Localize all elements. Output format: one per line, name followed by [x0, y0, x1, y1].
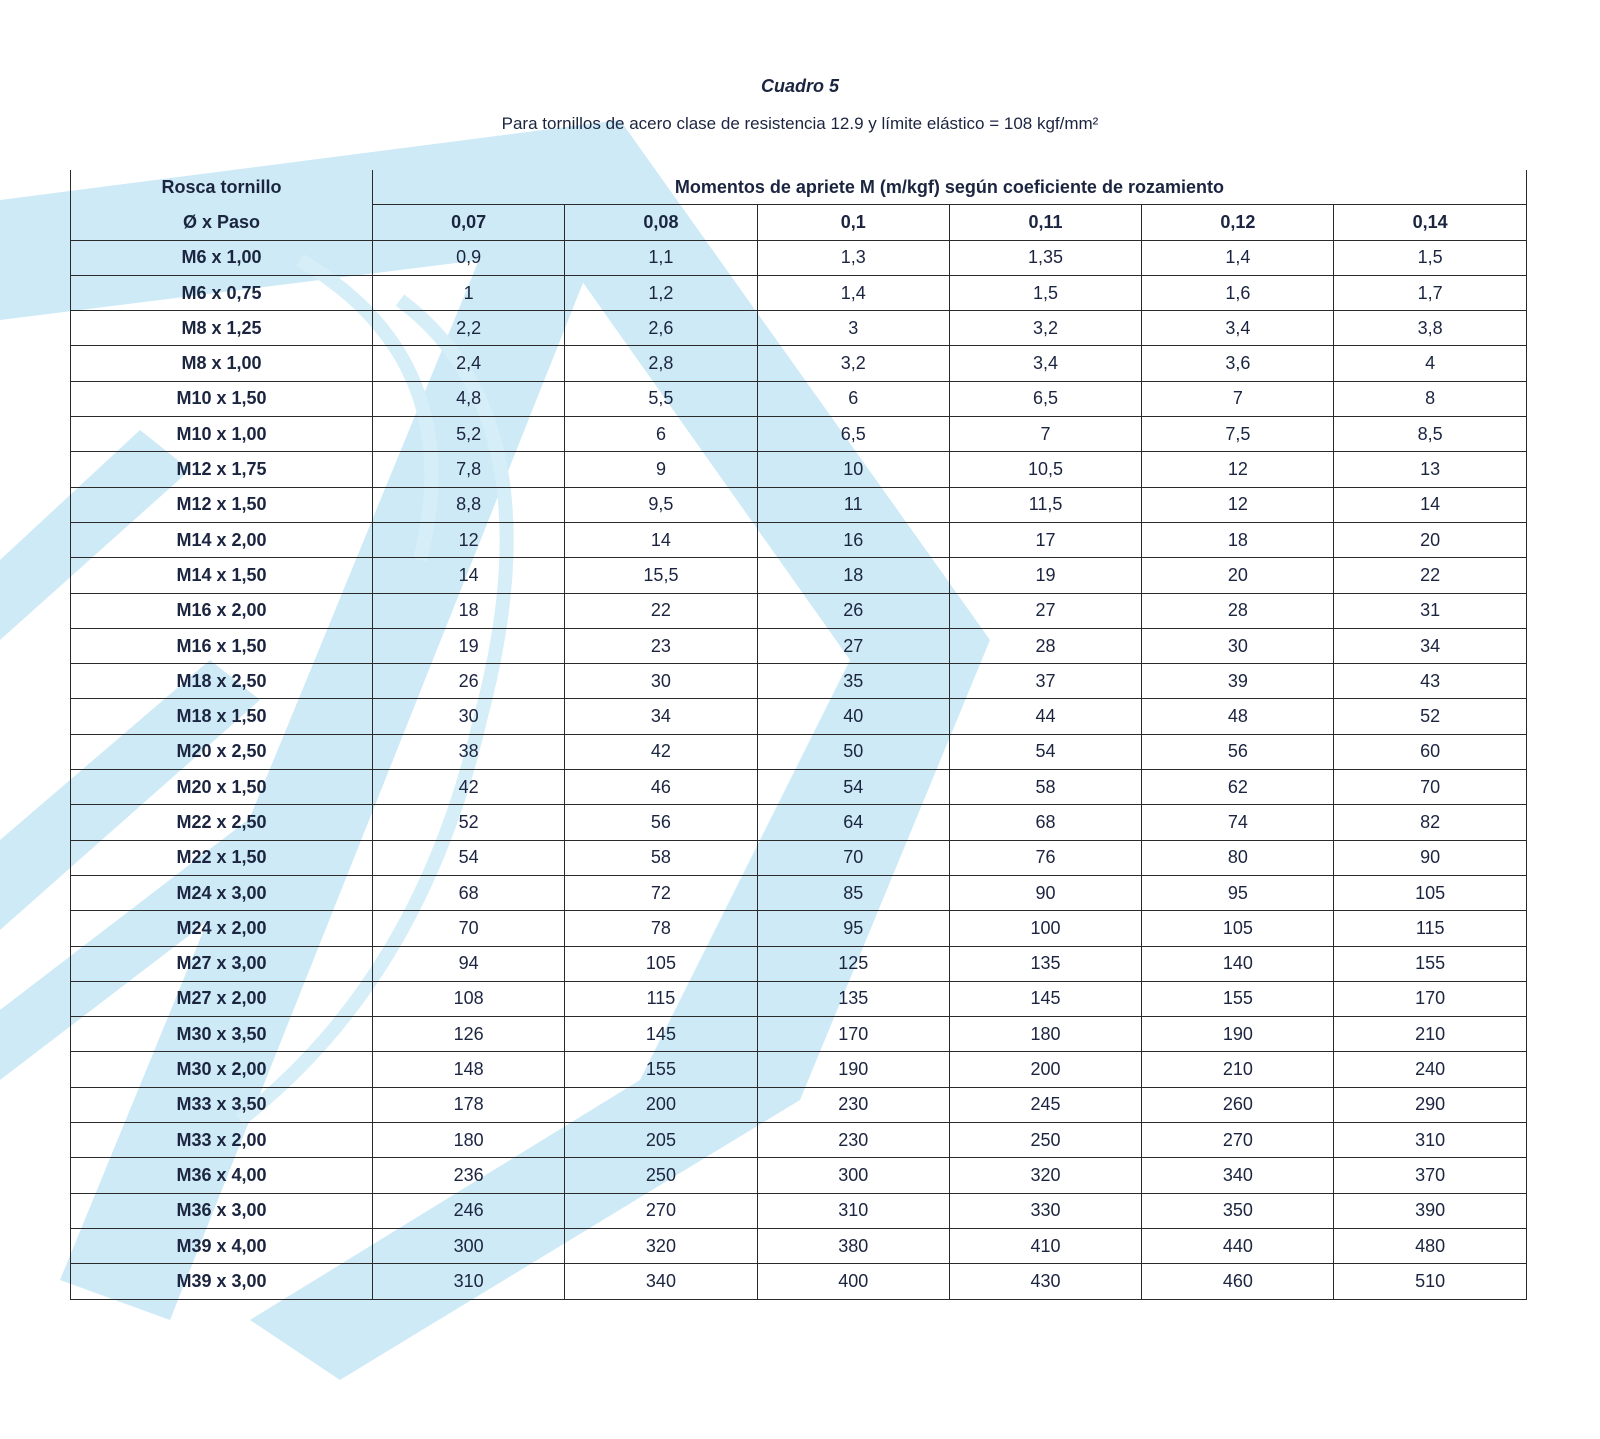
torque-value-cell: 44: [949, 699, 1141, 734]
torque-value-cell: 155: [565, 1052, 757, 1087]
torque-value-cell: 190: [757, 1052, 949, 1087]
torque-value-cell: 34: [1334, 628, 1526, 663]
torque-value-cell: 8: [1334, 381, 1526, 416]
torque-value-cell: 310: [1334, 1123, 1526, 1158]
torque-value-cell: 68: [949, 805, 1141, 840]
torque-value-cell: 82: [1334, 805, 1526, 840]
torque-value-cell: 1,1: [565, 240, 757, 275]
torque-value-cell: 115: [565, 981, 757, 1016]
torque-value-cell: 58: [949, 770, 1141, 805]
torque-value-cell: 12: [1142, 487, 1334, 522]
torque-value-cell: 72: [565, 875, 757, 910]
torque-value-cell: 42: [373, 770, 565, 805]
torque-value-cell: 3,2: [949, 311, 1141, 346]
torque-value-cell: 105: [1334, 875, 1526, 910]
torque-value-cell: 270: [565, 1193, 757, 1228]
torque-value-cell: 210: [1142, 1052, 1334, 1087]
torque-value-cell: 52: [373, 805, 565, 840]
thread-cell: M24 x 3,00: [71, 875, 373, 910]
torque-value-cell: 460: [1142, 1264, 1334, 1299]
torque-value-cell: 2,4: [373, 346, 565, 381]
torque-value-cell: 100: [949, 911, 1141, 946]
table-row: [71, 1087, 1527, 1122]
torque-value-cell: 18: [373, 593, 565, 628]
torque-value-cell: 170: [1334, 981, 1526, 1016]
torque-value-cell: 62: [1142, 770, 1334, 805]
torque-value-cell: 105: [565, 946, 757, 981]
torque-value-cell: 320: [565, 1228, 757, 1263]
torque-value-cell: 28: [1142, 593, 1334, 628]
torque-value-cell: 54: [373, 840, 565, 875]
thread-cell: M27 x 3,00: [71, 946, 373, 981]
torque-value-cell: 1,5: [949, 275, 1141, 310]
torque-value-cell: 205: [565, 1123, 757, 1158]
torque-value-cell: 70: [373, 911, 565, 946]
torque-value-cell: 155: [1334, 946, 1526, 981]
torque-value-cell: 148: [373, 1052, 565, 1087]
thread-cell: M12 x 1,75: [71, 452, 373, 487]
torque-value-cell: 94: [373, 946, 565, 981]
torque-value-cell: 13: [1334, 452, 1526, 487]
torque-value-cell: 74: [1142, 805, 1334, 840]
torque-value-cell: 340: [1142, 1158, 1334, 1193]
table-row: [71, 664, 1527, 699]
torque-value-cell: 6,5: [757, 417, 949, 452]
torque-value-cell: 90: [949, 875, 1141, 910]
table-subheader-row: [71, 205, 1527, 240]
thread-cell: M16 x 1,50: [71, 628, 373, 663]
thread-cell: M36 x 3,00: [71, 1193, 373, 1228]
torque-value-cell: 52: [1334, 699, 1526, 734]
torque-value-cell: 260: [1142, 1087, 1334, 1122]
coefficient-header: 0,08: [565, 205, 757, 240]
torque-value-cell: 19: [949, 558, 1141, 593]
table-row: [71, 1017, 1527, 1052]
torque-value-cell: 60: [1334, 734, 1526, 769]
torque-value-cell: 7: [949, 417, 1141, 452]
torque-value-cell: 43: [1334, 664, 1526, 699]
torque-value-cell: 70: [757, 840, 949, 875]
torque-value-cell: 40: [757, 699, 949, 734]
torque-value-cell: 28: [949, 628, 1141, 663]
torque-value-cell: 7,8: [373, 452, 565, 487]
torque-value-cell: 3,8: [1334, 311, 1526, 346]
torque-value-cell: 3,2: [757, 346, 949, 381]
torque-value-cell: 300: [757, 1158, 949, 1193]
table-row: [71, 452, 1527, 487]
torque-value-cell: 390: [1334, 1193, 1526, 1228]
thread-cell: M18 x 2,50: [71, 664, 373, 699]
torque-value-cell: 20: [1334, 522, 1526, 557]
thread-cell: M8 x 1,00: [71, 346, 373, 381]
torque-value-cell: 50: [757, 734, 949, 769]
torque-value-cell: 200: [949, 1052, 1141, 1087]
thread-cell: M27 x 2,00: [71, 981, 373, 1016]
table-row: [71, 381, 1527, 416]
torque-value-cell: 80: [1142, 840, 1334, 875]
torque-value-cell: 26: [373, 664, 565, 699]
torque-value-cell: 178: [373, 1087, 565, 1122]
torque-value-cell: 15,5: [565, 558, 757, 593]
torque-value-cell: 430: [949, 1264, 1141, 1299]
torque-value-cell: 480: [1334, 1228, 1526, 1263]
table-row: [71, 275, 1527, 310]
torque-value-cell: 18: [757, 558, 949, 593]
torque-value-cell: 380: [757, 1228, 949, 1263]
torque-value-cell: 2,6: [565, 311, 757, 346]
table-row: [71, 946, 1527, 981]
torque-value-cell: 22: [1334, 558, 1526, 593]
table-row: [71, 1264, 1527, 1299]
torque-value-cell: 1,7: [1334, 275, 1526, 310]
torque-value-cell: 9,5: [565, 487, 757, 522]
table-row: [71, 628, 1527, 663]
thread-cell: M10 x 1,00: [71, 417, 373, 452]
torque-value-cell: 76: [949, 840, 1141, 875]
thread-cell: M14 x 1,50: [71, 558, 373, 593]
torque-value-cell: 300: [373, 1228, 565, 1263]
table-body: [71, 240, 1527, 1299]
torque-value-cell: 1,4: [1142, 240, 1334, 275]
torque-value-cell: 410: [949, 1228, 1141, 1263]
torque-value-cell: 108: [373, 981, 565, 1016]
thread-cell: M6 x 0,75: [71, 275, 373, 310]
torque-value-cell: 30: [373, 699, 565, 734]
table-row: [71, 346, 1527, 381]
torque-value-cell: 78: [565, 911, 757, 946]
torque-value-cell: 115: [1334, 911, 1526, 946]
torque-value-cell: 250: [949, 1123, 1141, 1158]
thread-cell: M33 x 3,50: [71, 1087, 373, 1122]
torque-value-cell: 10: [757, 452, 949, 487]
table-row: [71, 1123, 1527, 1158]
torque-value-cell: 230: [757, 1123, 949, 1158]
torque-value-cell: 145: [565, 1017, 757, 1052]
torque-value-cell: 5,2: [373, 417, 565, 452]
torque-value-cell: 4,8: [373, 381, 565, 416]
thread-cell: M8 x 1,25: [71, 311, 373, 346]
torque-value-cell: 200: [565, 1087, 757, 1122]
table-row: [71, 1052, 1527, 1087]
torque-value-cell: 320: [949, 1158, 1141, 1193]
table-row: [71, 558, 1527, 593]
torque-value-cell: 19: [373, 628, 565, 663]
thread-header-line2: Ø x Paso: [71, 205, 373, 240]
table-row: [71, 1193, 1527, 1228]
thread-cell: M20 x 1,50: [71, 770, 373, 805]
torque-value-cell: 14: [565, 522, 757, 557]
torque-value-cell: 23: [565, 628, 757, 663]
torque-value-cell: 22: [565, 593, 757, 628]
torque-value-cell: 3,4: [1142, 311, 1334, 346]
torque-value-cell: 145: [949, 981, 1141, 1016]
torque-value-cell: 30: [1142, 628, 1334, 663]
thread-cell: M16 x 2,00: [71, 593, 373, 628]
thread-cell: M33 x 2,00: [71, 1123, 373, 1158]
torque-value-cell: 14: [373, 558, 565, 593]
torque-value-cell: 210: [1334, 1017, 1526, 1052]
thread-cell: M10 x 1,50: [71, 381, 373, 416]
torque-value-cell: 350: [1142, 1193, 1334, 1228]
torque-value-cell: 35: [757, 664, 949, 699]
torque-value-cell: 250: [565, 1158, 757, 1193]
torque-value-cell: 37: [949, 664, 1141, 699]
torque-value-cell: 95: [757, 911, 949, 946]
torque-value-cell: 290: [1334, 1087, 1526, 1122]
torque-value-cell: 270: [1142, 1123, 1334, 1158]
torque-value-cell: 125: [757, 946, 949, 981]
table-row: [71, 522, 1527, 557]
torque-value-cell: 6: [565, 417, 757, 452]
torque-value-cell: 17: [949, 522, 1141, 557]
torque-value-cell: 56: [1142, 734, 1334, 769]
torque-value-cell: 12: [373, 522, 565, 557]
torque-value-cell: 246: [373, 1193, 565, 1228]
torque-value-cell: 310: [757, 1193, 949, 1228]
torque-value-cell: 5,5: [565, 381, 757, 416]
torque-value-cell: 7: [1142, 381, 1334, 416]
torque-value-cell: 1,35: [949, 240, 1141, 275]
torque-value-cell: 12: [1142, 452, 1334, 487]
table-row: [71, 840, 1527, 875]
torque-value-cell: 48: [1142, 699, 1334, 734]
table-row: [71, 593, 1527, 628]
table-row: [71, 417, 1527, 452]
torque-value-cell: 90: [1334, 840, 1526, 875]
torque-value-cell: 95: [1142, 875, 1334, 910]
torque-value-cell: 370: [1334, 1158, 1526, 1193]
thread-cell: M30 x 2,00: [71, 1052, 373, 1087]
coefficient-header: 0,1: [757, 205, 949, 240]
torque-value-cell: 39: [1142, 664, 1334, 699]
torque-value-cell: 42: [565, 734, 757, 769]
torque-value-cell: 0,9: [373, 240, 565, 275]
torque-value-cell: 31: [1334, 593, 1526, 628]
coefficient-header: 0,11: [949, 205, 1141, 240]
thread-cell: M22 x 1,50: [71, 840, 373, 875]
table-row: [71, 875, 1527, 910]
torque-value-cell: 510: [1334, 1264, 1526, 1299]
thread-header-line1: Rosca tornillo: [71, 170, 373, 205]
torque-span-header: Momentos de apriete M (m/kgf) según coeficiente de rozamiento: [373, 170, 1527, 205]
torque-value-cell: 68: [373, 875, 565, 910]
torque-value-cell: 135: [757, 981, 949, 1016]
thread-cell: M12 x 1,50: [71, 487, 373, 522]
torque-value-cell: 3,4: [949, 346, 1141, 381]
torque-value-cell: 27: [757, 628, 949, 663]
torque-value-cell: 34: [565, 699, 757, 734]
table-row: [71, 1158, 1527, 1193]
torque-value-cell: 30: [565, 664, 757, 699]
torque-value-cell: 10,5: [949, 452, 1141, 487]
thread-cell: M30 x 3,50: [71, 1017, 373, 1052]
table-row: [71, 911, 1527, 946]
torque-value-cell: 155: [1142, 981, 1334, 1016]
thread-cell: M24 x 2,00: [71, 911, 373, 946]
torque-value-cell: 8,8: [373, 487, 565, 522]
torque-value-cell: 46: [565, 770, 757, 805]
torque-value-cell: 54: [949, 734, 1141, 769]
table-row: [71, 699, 1527, 734]
torque-value-cell: 8,5: [1334, 417, 1526, 452]
thread-cell: M39 x 4,00: [71, 1228, 373, 1263]
torque-value-cell: 54: [757, 770, 949, 805]
torque-value-cell: 340: [565, 1264, 757, 1299]
torque-value-cell: 6,5: [949, 381, 1141, 416]
torque-value-cell: 16: [757, 522, 949, 557]
torque-value-cell: 230: [757, 1087, 949, 1122]
torque-value-cell: 126: [373, 1017, 565, 1052]
torque-value-cell: 38: [373, 734, 565, 769]
torque-value-cell: 11,5: [949, 487, 1141, 522]
thread-cell: M36 x 4,00: [71, 1158, 373, 1193]
torque-value-cell: 1,2: [565, 275, 757, 310]
torque-value-cell: 27: [949, 593, 1141, 628]
coefficient-header: 0,07: [373, 205, 565, 240]
torque-value-cell: 18: [1142, 522, 1334, 557]
thread-cell: M20 x 2,50: [71, 734, 373, 769]
table-row: [71, 1228, 1527, 1263]
torque-value-cell: 1,6: [1142, 275, 1334, 310]
table-row: [71, 981, 1527, 1016]
torque-value-cell: 440: [1142, 1228, 1334, 1263]
torque-value-cell: 3: [757, 311, 949, 346]
torque-value-cell: 240: [1334, 1052, 1526, 1087]
torque-value-cell: 6: [757, 381, 949, 416]
page-subtitle: Para tornillos de acero clase de resistencia 12.9 y límite elástico = 108 kgf/mm²: [501, 114, 1099, 133]
torque-value-cell: 58: [565, 840, 757, 875]
torque-value-cell: 1,4: [757, 275, 949, 310]
table-row: [71, 805, 1527, 840]
torque-value-cell: 4: [1334, 346, 1526, 381]
torque-table: [70, 170, 1527, 1300]
torque-value-cell: 170: [757, 1017, 949, 1052]
coefficient-header: 0,12: [1142, 205, 1334, 240]
torque-value-cell: 190: [1142, 1017, 1334, 1052]
torque-value-cell: 236: [373, 1158, 565, 1193]
table-row: [71, 311, 1527, 346]
torque-value-cell: 20: [1142, 558, 1334, 593]
torque-value-cell: 56: [565, 805, 757, 840]
torque-value-cell: 11: [757, 487, 949, 522]
thread-cell: M14 x 2,00: [71, 522, 373, 557]
torque-value-cell: 9: [565, 452, 757, 487]
torque-value-cell: 135: [949, 946, 1141, 981]
torque-value-cell: 85: [757, 875, 949, 910]
torque-value-cell: 64: [757, 805, 949, 840]
table-header-row: [71, 170, 1527, 205]
torque-value-cell: 1,5: [1334, 240, 1526, 275]
thread-cell: M22 x 2,50: [71, 805, 373, 840]
table-row: [71, 240, 1527, 275]
thread-cell: M6 x 1,00: [71, 240, 373, 275]
table-row: [71, 487, 1527, 522]
torque-value-cell: 26: [757, 593, 949, 628]
page-title: Cuadro 5: [760, 76, 839, 96]
torque-value-cell: 330: [949, 1193, 1141, 1228]
torque-value-cell: 180: [373, 1123, 565, 1158]
torque-value-cell: 1,3: [757, 240, 949, 275]
thread-cell: M39 x 3,00: [71, 1264, 373, 1299]
table-row: [71, 770, 1527, 805]
coefficient-header: 0,14: [1334, 205, 1526, 240]
torque-value-cell: 1: [373, 275, 565, 310]
torque-value-cell: 105: [1142, 911, 1334, 946]
table-row: [71, 734, 1527, 769]
torque-value-cell: 14: [1334, 487, 1526, 522]
torque-value-cell: 70: [1334, 770, 1526, 805]
torque-value-cell: 245: [949, 1087, 1141, 1122]
torque-value-cell: 180: [949, 1017, 1141, 1052]
torque-value-cell: 7,5: [1142, 417, 1334, 452]
torque-value-cell: 2,2: [373, 311, 565, 346]
thread-cell: M18 x 1,50: [71, 699, 373, 734]
torque-value-cell: 310: [373, 1264, 565, 1299]
torque-value-cell: 2,8: [565, 346, 757, 381]
torque-value-cell: 140: [1142, 946, 1334, 981]
torque-value-cell: 3,6: [1142, 346, 1334, 381]
torque-value-cell: 400: [757, 1264, 949, 1299]
